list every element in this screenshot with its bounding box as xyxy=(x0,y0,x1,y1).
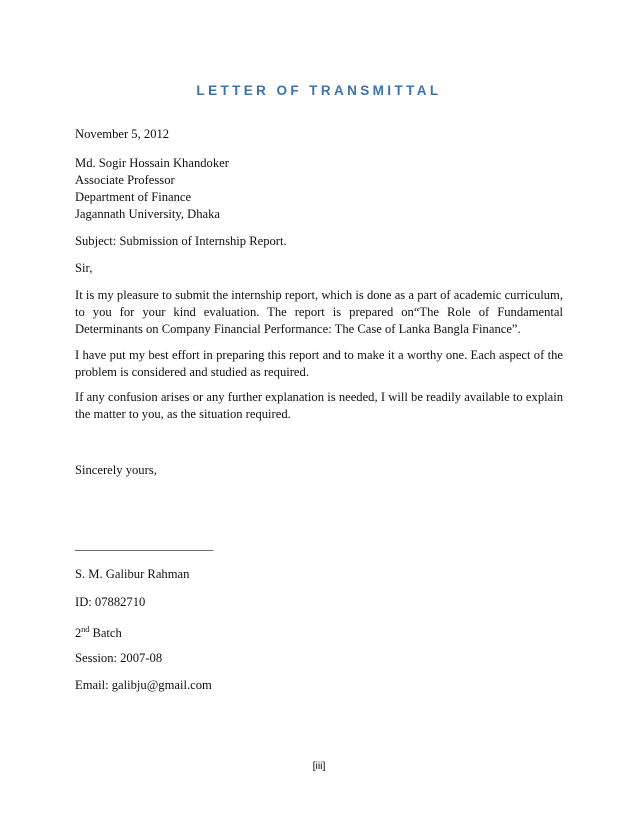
paragraph-3-line-2: the matter to you, as the situation required. xyxy=(75,407,291,421)
recipient-institution: Jagannath University, Dhaka xyxy=(75,207,221,221)
paragraph-1-line-1: It is my pleasure to submit the internship report, which is done as a part of academic curriculum, xyxy=(75,288,563,302)
page-number: [iii] xyxy=(312,760,326,772)
sender-name: S. M. Galibur Rahman xyxy=(75,567,190,581)
sender-session: Session: 2007-08 xyxy=(75,651,163,665)
paragraph-3-line-1: If any confusion arises or any further explanation is needed, I will be readily available to explain xyxy=(75,390,563,404)
recipient-title: Associate Professor xyxy=(75,173,175,187)
sender-batch xyxy=(75,621,563,642)
sender-id: ID: 07882710 xyxy=(75,595,146,609)
recipient-department: Department of Finance xyxy=(75,190,192,204)
paragraph-1-line-3: Determinants on Company Financial Performance: The Case of Lanka Bangla Finance”. xyxy=(75,322,521,336)
letter-date: November 5, 2012 xyxy=(75,127,170,141)
batch-suffix: nd xyxy=(81,625,90,634)
recipient-name: Md. Sogir Hossain Khandoker xyxy=(75,156,229,170)
sender-email: Email: galibju@gmail.com xyxy=(75,678,212,692)
batch-number: 2 xyxy=(75,626,82,640)
paragraph-1-line-2: to you for your kind evaluation. The report is prepared on“The Role of Fundamental xyxy=(75,305,563,319)
batch-label: Batch xyxy=(89,626,122,640)
letter-subject: Subject: Submission of Internship Report. xyxy=(75,234,287,248)
salutation: Sir, xyxy=(75,261,93,275)
letter-title: LETTER OF TRANSMITTAL xyxy=(196,83,442,98)
signature-line: ______________________ xyxy=(75,538,214,552)
paragraph-2-line-2: problem is considered and studied as required. xyxy=(75,365,309,379)
paragraph-2-line-1: I have put my best effort in preparing this report and to make it a worthy one. Each aspect of the xyxy=(75,348,563,362)
closing: Sincerely yours, xyxy=(75,463,157,477)
